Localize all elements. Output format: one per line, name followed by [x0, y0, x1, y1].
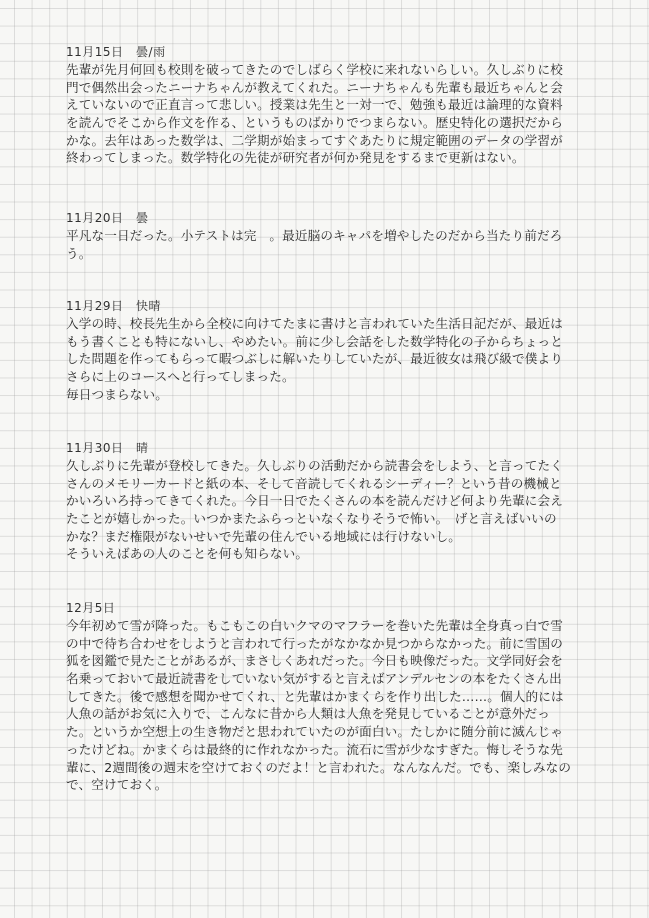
entry-date: 11月20日 曇 — [66, 211, 149, 225]
entry-line: さらに上のコースへと行ってしまった。 — [66, 369, 295, 385]
entry-line: 門で偶然出会ったニーナちゃんが教えてくれた。ニーナちゃんも先輩も最近ちゃんと会 — [66, 79, 564, 95]
diary-entry-nov-30 — [66, 439, 614, 563]
entry-line: 今年初めて雪が降った。もこもこの白いクマのマフラーを巻いた先輩は全身真っ白で雪 — [66, 618, 564, 633]
entry-line: 名乗っておいて最近読書をしていない気がすると言えばアンデルセンの本をたくさん出 — [66, 671, 562, 687]
entry-line: かな。去年はあった数学は、二学期が始まってすぐあたりに規定範囲のデータの学習が — [66, 132, 563, 148]
entry-line: た。というか空想上の生き物だと思われていたのが面白い。たしかに随分前に滅んじゃ — [66, 724, 564, 740]
entry-line: を読んでそこから作文を作る、というものばかりでつまらない。歴史特化の選択だから — [66, 115, 564, 131]
entry-date: 11月29日 快晴 — [66, 299, 162, 313]
diary-entry-dec-5 — [66, 599, 614, 794]
entry-line: 毎日つまらない。 — [66, 386, 168, 402]
entry-line: 平凡な一日だった。小テストは完 。最近脳のキャパを増やしたのだから当たり前だろ — [66, 228, 563, 243]
entry-line: さんのメモリーカードと紙の本、そして音読してくれるシーディー？という昔の機械と — [66, 475, 562, 491]
entry-line: 輩に、2週間後の週末を空けておくのだよ！と言われた。なんなんだ。でも、楽しみなの — [66, 759, 572, 775]
diary-entry-nov-15 — [66, 43, 614, 167]
diary-entry-nov-20 — [66, 209, 614, 262]
entry-line: した問題を作ってもらって暇つぶしに解いたりしていたが、最近彼女は飛び級で僕より — [66, 351, 564, 367]
entry-line: してきた。後で感想を聞かせてくれ、と先輩はかまくらを作り出した……。個人的には — [66, 688, 564, 704]
entry-date: 12月5日 — [66, 601, 116, 615]
entry-line: の中で待ち合わせをしようと言われて行ったがなかなか見つからなかった。前に雪国の — [66, 635, 564, 651]
entry-line: えていないので正直言って悲しい。授業は先生と一対一で、勉強も最近は論理的な資料 — [66, 97, 563, 113]
entry-line: う。 — [66, 245, 92, 261]
entry-line: ったけどね。かまくらは最終的に作れなかった。流石に雪が少なすぎた。悔しそうな先 — [66, 741, 564, 757]
entry-date: 11月15日 曇/雨 — [66, 45, 166, 59]
entry-line: 人魚の話がお気に入りで、こんなに昔から人類は人魚を発見していることが意外だっ — [66, 706, 551, 722]
entry-line: かいろいろ持ってきてくれた。今日一日でたくさんの本を読んだけど何より先輩に会え — [66, 493, 564, 509]
entry-line: 久しぶりに先輩が登校してきた。久しぶりの活動だから読書会をしよう、と言ってたく — [66, 458, 564, 473]
entry-line: そういえばあの人のことを何も知らない。 — [66, 546, 309, 562]
entry-line: たことが嬉しかった。いつかまたふらっといなくなりそうで怖い。 げと言えばいいの — [66, 511, 557, 527]
entry-line: 終わってしまった。数学特化の先徒が研究者が何か発見をするまで更新はない。 — [66, 150, 525, 166]
entry-date: 11月30日 晴 — [66, 441, 149, 455]
entry-line: 先輩が先月何回も校則を破ってきたのでしばらく学校に来れないらしい。久しぶりに校 — [66, 62, 564, 77]
entry-line: かな？まだ権限がないせいで先輩の住んでいる地域には行けないし。 — [66, 528, 462, 544]
entry-line: 狐を図鑑で見たことがあるが、まさしくあれだった。今日も映像だった。文学同好会を — [66, 653, 564, 669]
diary-entry-nov-29 — [66, 297, 614, 403]
entry-line: もう書くことも特にないし、やめたい。前に少し会話をした数学特化の子からちょっと — [66, 333, 564, 349]
entry-line: 入学の時、校長先生から全校に向けてたまに書けと言われていた生活日記だが、最近は — [66, 316, 564, 331]
entry-line: で、空けておく。 — [66, 777, 168, 793]
